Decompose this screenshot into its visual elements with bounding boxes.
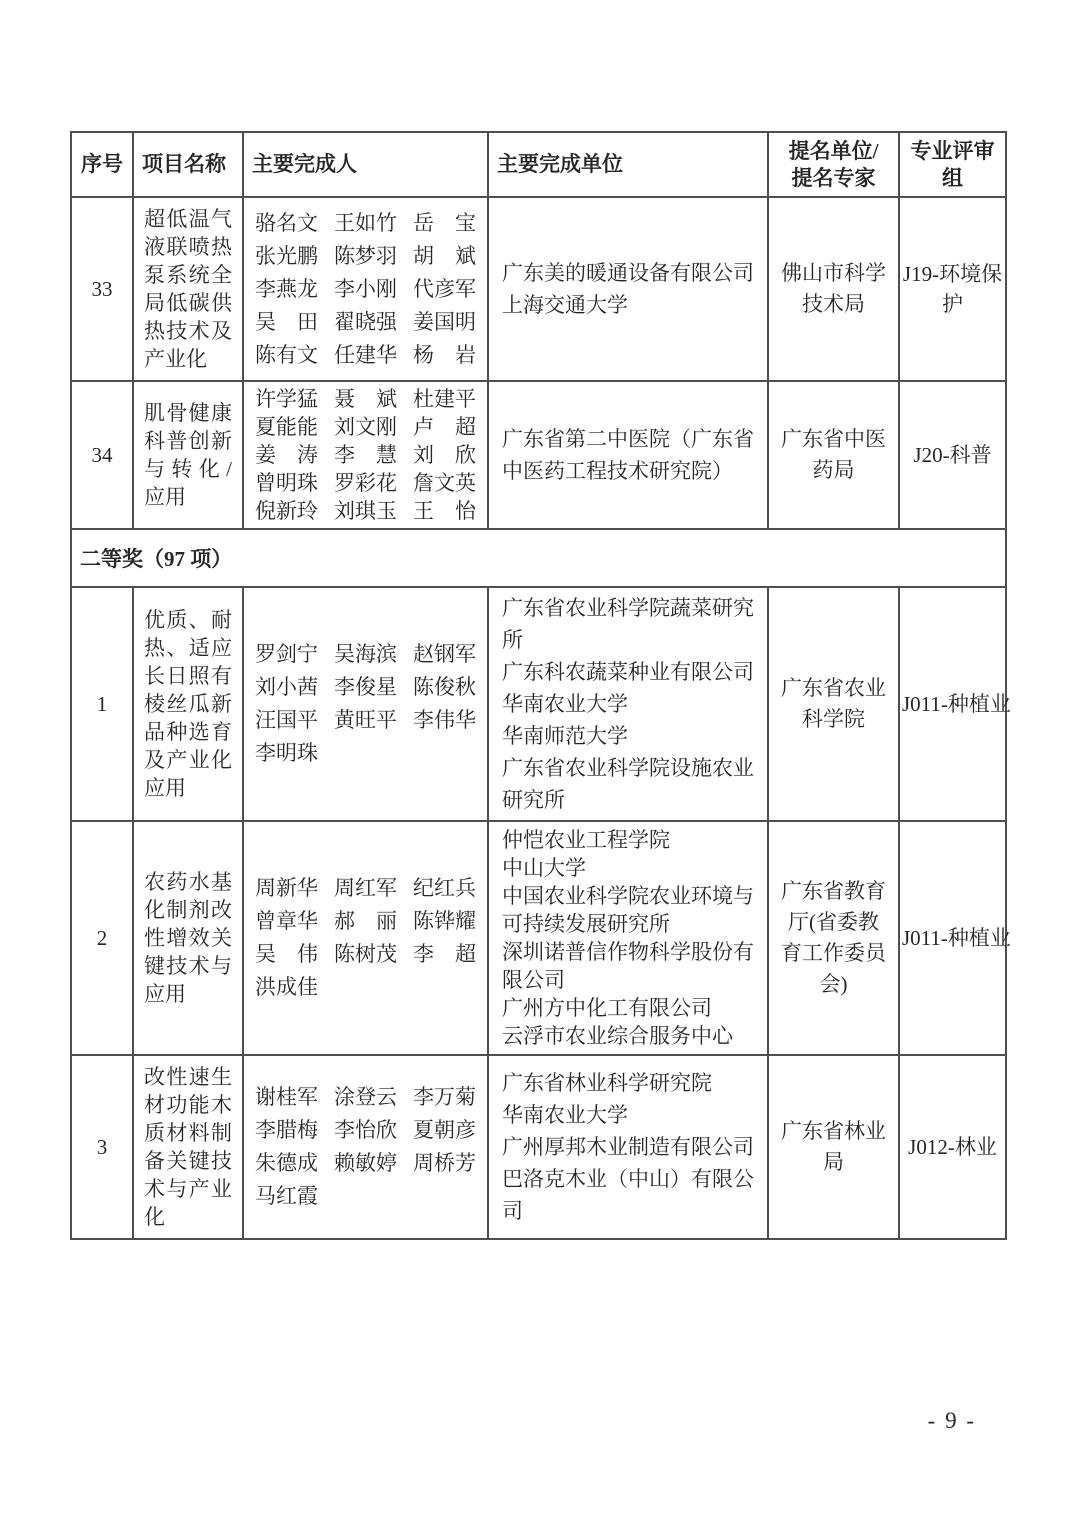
col-header-project: 项目名称 xyxy=(133,132,243,197)
person-name: 朱德成 xyxy=(255,1151,318,1175)
person-name: 许学猛 xyxy=(255,387,318,411)
person-name: 曾章华 xyxy=(255,909,318,933)
person-name: 姜 涛 xyxy=(255,443,318,467)
cell-people xyxy=(243,587,488,821)
unit-name: 广东省农业科学院设施农业研究所 xyxy=(502,756,754,812)
table-body xyxy=(71,197,1011,1239)
cell-units xyxy=(488,587,768,821)
unit-name: 广东美的暖通设备有限公司 xyxy=(502,261,754,285)
cell-units xyxy=(488,821,768,1055)
person-name: 李怡欣 xyxy=(334,1118,397,1142)
unit-name: 广东科农蔬菜种业有限公司 xyxy=(502,660,754,684)
person-name: 张光鹏 xyxy=(255,243,318,268)
people-name-grid xyxy=(245,636,486,772)
person-name: 代彦军 xyxy=(413,276,476,301)
person-name: 李万菊 xyxy=(413,1085,476,1109)
col-header-group: 专业评审组 xyxy=(899,132,1006,197)
unit-name: 广东省第二中医院（广东省中医药工程技术研究院） xyxy=(502,427,754,483)
unit-name: 中山大学 xyxy=(502,856,586,880)
person-name: 周桥芳 xyxy=(413,1151,476,1175)
cell-nominator: 广东省教育厅(省委教育工作委员会) xyxy=(768,821,899,1055)
person-name: 李 超 xyxy=(413,942,476,966)
person-name: 夏能能 xyxy=(255,415,318,439)
person-name: 吴 田 xyxy=(255,309,318,334)
col-header-nominator-line1: 提名单位/ xyxy=(788,138,879,163)
project-name-text: 超低温气液联喷热泵系统全局低碳供热技术及产业化 xyxy=(144,207,232,371)
cell-review-group xyxy=(899,1055,1006,1239)
person-name: 罗彩花 xyxy=(334,471,397,495)
unit-name: 仲恺农业工程学院 xyxy=(502,828,670,852)
person-name: 纪红兵 xyxy=(413,876,476,900)
award-table xyxy=(70,131,1011,1240)
person-name: 罗剑宁 xyxy=(255,642,318,666)
unit-name: 巴洛克木业（中山）有限公司 xyxy=(502,1167,754,1223)
person-name: 杜建平 xyxy=(413,387,476,411)
unit-name: 华南农业大学 xyxy=(502,1103,628,1127)
unit-name: 广东省农业科学院蔬菜研究所 xyxy=(502,596,754,652)
people-name-grid xyxy=(245,870,486,1006)
person-name: 马红霞 xyxy=(255,1184,318,1208)
person-name: 吴海滨 xyxy=(334,642,397,666)
person-name: 李腊梅 xyxy=(255,1118,318,1142)
cell-units xyxy=(488,381,768,529)
table-row xyxy=(71,821,1006,1055)
cell-index: 2 xyxy=(71,821,133,1055)
col-header-nominator xyxy=(768,132,899,197)
cell-people xyxy=(243,381,488,529)
review-group-text: J011-种植业 xyxy=(902,926,1011,950)
page-number: - 9 - xyxy=(927,1408,976,1433)
person-name: 陈俊秋 xyxy=(413,675,476,699)
person-name: 陈有文 xyxy=(255,342,318,367)
table-row xyxy=(71,1055,1006,1239)
people-name-grid xyxy=(245,383,486,527)
person-name: 赖敏婷 xyxy=(334,1151,397,1175)
cell-people xyxy=(243,197,488,381)
project-name-text: 改性速生材功能木质材料制备关键技术与产业化 xyxy=(144,1065,232,1229)
people-name-grid xyxy=(245,205,486,374)
person-name: 詹文英 xyxy=(413,471,476,495)
unit-name: 中国农业科学院农业环境与可持续发展研究所 xyxy=(502,884,754,936)
person-name: 谢桂军 xyxy=(255,1085,318,1109)
project-name-text: 优质、耐热、适应长日照有棱丝瓜新品种选育及产业化应用 xyxy=(144,608,232,800)
unit-name: 深圳诺普信作物科学股份有限公司 xyxy=(502,940,754,992)
cell-people xyxy=(243,1055,488,1239)
cell-project-name xyxy=(133,587,243,821)
person-name: 涂登云 xyxy=(334,1085,397,1109)
unit-name: 广州厚邦木业制造有限公司 xyxy=(502,1135,754,1159)
unit-name: 云浮市农业综合服务中心 xyxy=(502,1024,733,1048)
person-name: 卢 超 xyxy=(413,415,476,439)
cell-project-name xyxy=(133,1055,243,1239)
unit-name: 广州方中化工有限公司 xyxy=(502,996,712,1020)
person-name: 周红军 xyxy=(334,876,397,900)
person-name: 姜国明 xyxy=(413,309,476,334)
cell-nominator: 广东省中医药局 xyxy=(768,381,899,529)
unit-name: 华南师范大学 xyxy=(502,724,628,748)
unit-name: 广东省林业科学研究院 xyxy=(502,1071,712,1095)
person-name: 刘小茜 xyxy=(255,675,318,699)
cell-index: 1 xyxy=(71,587,133,821)
person-name: 任建华 xyxy=(334,342,397,367)
unit-name: 上海交通大学 xyxy=(502,293,628,317)
person-name: 郝 丽 xyxy=(334,909,397,933)
person-name: 王如竹 xyxy=(334,210,397,235)
person-name: 翟晓强 xyxy=(334,309,397,334)
person-name: 刘 欣 xyxy=(413,443,476,467)
person-name: 骆名文 xyxy=(255,210,318,235)
person-name: 刘文刚 xyxy=(334,415,397,439)
cell-review-group xyxy=(899,197,1006,381)
review-group-text: 护 xyxy=(942,292,963,316)
table-header xyxy=(71,132,1006,197)
person-name: 刘琪玉 xyxy=(334,499,397,523)
cell-review-group xyxy=(899,587,1011,821)
person-name: 曾明珠 xyxy=(255,471,318,495)
table-row xyxy=(71,381,1006,529)
person-name: 洪成佳 xyxy=(255,975,318,999)
person-name: 李 慧 xyxy=(334,443,397,467)
cell-project-name xyxy=(133,197,243,381)
table-header-row xyxy=(71,132,1006,197)
cell-nominator: 广东省林业局 xyxy=(768,1055,899,1239)
cell-units xyxy=(488,1055,768,1239)
person-name: 陈梦羽 xyxy=(334,243,397,268)
person-name: 陈树茂 xyxy=(334,942,397,966)
person-name: 王 怡 xyxy=(413,499,476,523)
project-name-text: 肌骨健康科普创新与转化/应用 xyxy=(144,401,232,509)
section-title: 二等奖（97 项） xyxy=(71,529,1006,587)
cell-review-group xyxy=(899,821,1011,1055)
person-name: 黄旺平 xyxy=(334,708,397,732)
cell-project-name xyxy=(133,381,243,529)
review-group-text: J012-林业 xyxy=(908,1135,997,1159)
cell-units xyxy=(488,197,768,381)
table-row xyxy=(71,587,1006,821)
col-header-nominator-line2: 提名专家 xyxy=(791,165,876,190)
person-name: 李伟华 xyxy=(413,708,476,732)
person-name: 倪新玲 xyxy=(255,499,318,523)
person-name: 杨 岩 xyxy=(413,342,476,367)
table-row xyxy=(71,197,1006,381)
cell-people xyxy=(243,821,488,1055)
review-group-text: J19-环境保 xyxy=(902,262,1003,286)
cell-review-group xyxy=(899,381,1006,529)
person-name: 李明珠 xyxy=(255,741,318,765)
people-name-grid xyxy=(245,1079,486,1215)
cell-index: 34 xyxy=(71,381,133,529)
person-name: 李燕龙 xyxy=(255,276,318,301)
col-header-people: 主要完成人 xyxy=(243,132,488,197)
cell-nominator: 广东省农业科学院 xyxy=(768,587,899,821)
review-group-text: J20-科普 xyxy=(913,443,992,467)
person-name: 李小刚 xyxy=(334,276,397,301)
cell-index: 33 xyxy=(71,197,133,381)
col-header-units: 主要完成单位 xyxy=(488,132,768,197)
person-name: 吴 伟 xyxy=(255,942,318,966)
person-name: 夏朝彦 xyxy=(413,1118,476,1142)
person-name: 胡 斌 xyxy=(413,243,476,268)
cell-index: 3 xyxy=(71,1055,133,1239)
review-group-text: J011-种植业 xyxy=(902,692,1011,716)
cell-nominator: 佛山市科学技术局 xyxy=(768,197,899,381)
person-name: 汪国平 xyxy=(255,708,318,732)
person-name: 赵钢军 xyxy=(413,642,476,666)
person-name: 李俊星 xyxy=(334,675,397,699)
section-header-row xyxy=(71,529,1006,587)
person-name: 周新华 xyxy=(255,876,318,900)
person-name: 岳 宝 xyxy=(413,210,476,235)
project-name-text: 农药水基化制剂改性增效关键技术与应用 xyxy=(144,870,232,1006)
cell-project-name xyxy=(133,821,243,1055)
unit-name: 华南农业大学 xyxy=(502,692,628,716)
col-header-index: 序号 xyxy=(71,132,133,197)
person-name: 聂 斌 xyxy=(334,387,397,411)
person-name: 陈铧耀 xyxy=(413,909,476,933)
